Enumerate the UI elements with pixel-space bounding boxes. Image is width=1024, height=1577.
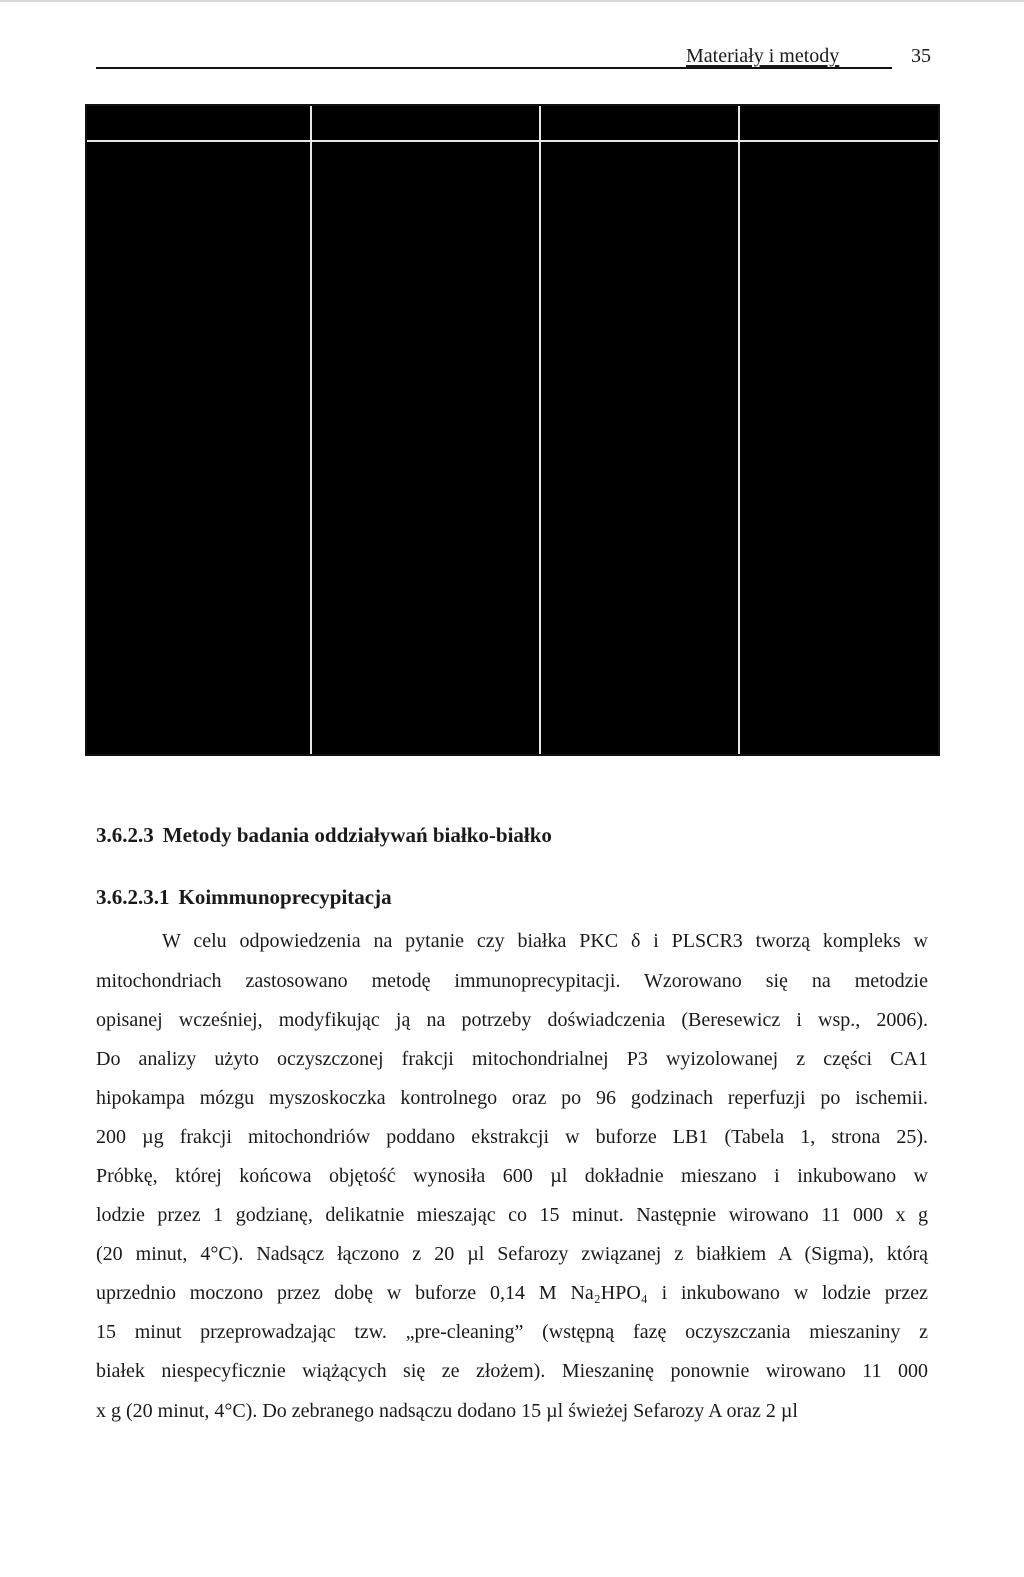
page-number: 35 bbox=[911, 45, 931, 67]
paragraph-line: mitochondriach zastosowano metodę immunoprecypitacji. Wzorowano się na metodzie bbox=[96, 970, 928, 992]
table-body-row bbox=[87, 142, 938, 754]
table-header-cell bbox=[312, 106, 541, 140]
table-header-cell bbox=[541, 106, 740, 140]
header-rule bbox=[96, 67, 892, 69]
paragraph-line: Próbkę, której końcowa objętość wynosiła 600 µl dokładnie mieszano i inkubowano w bbox=[96, 1165, 928, 1187]
subsection-title: Koimmunoprecypitacja bbox=[178, 885, 392, 909]
section-title: Metody badania oddziaływań białko-białko bbox=[162, 823, 552, 847]
paragraph-line: 15 minut przeprowadzając tzw. „pre-cleaning” (wstępną fazę oczyszczania mieszaniny z bbox=[96, 1321, 928, 1343]
paragraph-line: x g (20 minut, 4°C). Do zebranego nadsączu dodano 15 µl świeżej Sefarozy A oraz 2 µl bbox=[96, 1400, 798, 1422]
paragraph-line: 200 µg frakcji mitochondriów poddano ekstrakcji w buforze LB1 (Tabela 1, strona 25). bbox=[96, 1126, 928, 1148]
table-header-cell bbox=[740, 106, 938, 140]
redacted-table bbox=[85, 104, 940, 756]
paragraph-line: (20 minut, 4°C). Nadsącz łączono z 20 µl Sefarozy związanej z białkiem A (Sigma), którą bbox=[96, 1243, 928, 1265]
section-number: 3.6.2.3 bbox=[96, 823, 154, 847]
section-heading bbox=[96, 823, 552, 848]
running-title: Materiały i metody bbox=[686, 45, 840, 67]
paragraph-line: opisanej wcześniej, modyfikując ją na potrzeby doświadczenia (Beresewicz i wsp., 2006). bbox=[96, 1009, 928, 1031]
paragraph-line: hipokampa mózgu myszoskoczka kontrolnego oraz po 96 godzinach reperfuzji po ischemii. bbox=[96, 1087, 928, 1109]
paragraph-line: W celu odpowiedzenia na pytanie czy białka PKC δ i PLSCR3 tworzą kompleks w bbox=[162, 930, 928, 952]
paragraph-line: lodzie przez 1 godzianę, delikatnie mieszając co 15 minut. Następnie wirowano 11 000 x g bbox=[96, 1204, 928, 1226]
subsection-number: 3.6.2.3.1 bbox=[96, 885, 170, 909]
table-body-cell bbox=[541, 142, 740, 754]
page-top-edge bbox=[0, 0, 1024, 2]
table-header-row bbox=[87, 106, 938, 142]
table-body-cell bbox=[312, 142, 541, 754]
table-header-cell bbox=[87, 106, 312, 140]
paragraph-line: białek niespecyficznie wiążących się ze złożem). Mieszaninę ponownie wirowano 11 000 bbox=[96, 1360, 928, 1382]
subsection-heading bbox=[96, 885, 392, 910]
table-body-cell bbox=[740, 142, 938, 754]
paragraph-line: uprzednio moczono przez dobę w buforze 0,14 M Na₂HPO₄ i inkubowano w lodzie przez bbox=[96, 1282, 928, 1304]
table-body-cell bbox=[87, 142, 312, 754]
paragraph-line: Do analizy użyto oczyszczonej frakcji mitochondrialnej P3 wyizolowanej z części CA1 bbox=[96, 1048, 928, 1070]
